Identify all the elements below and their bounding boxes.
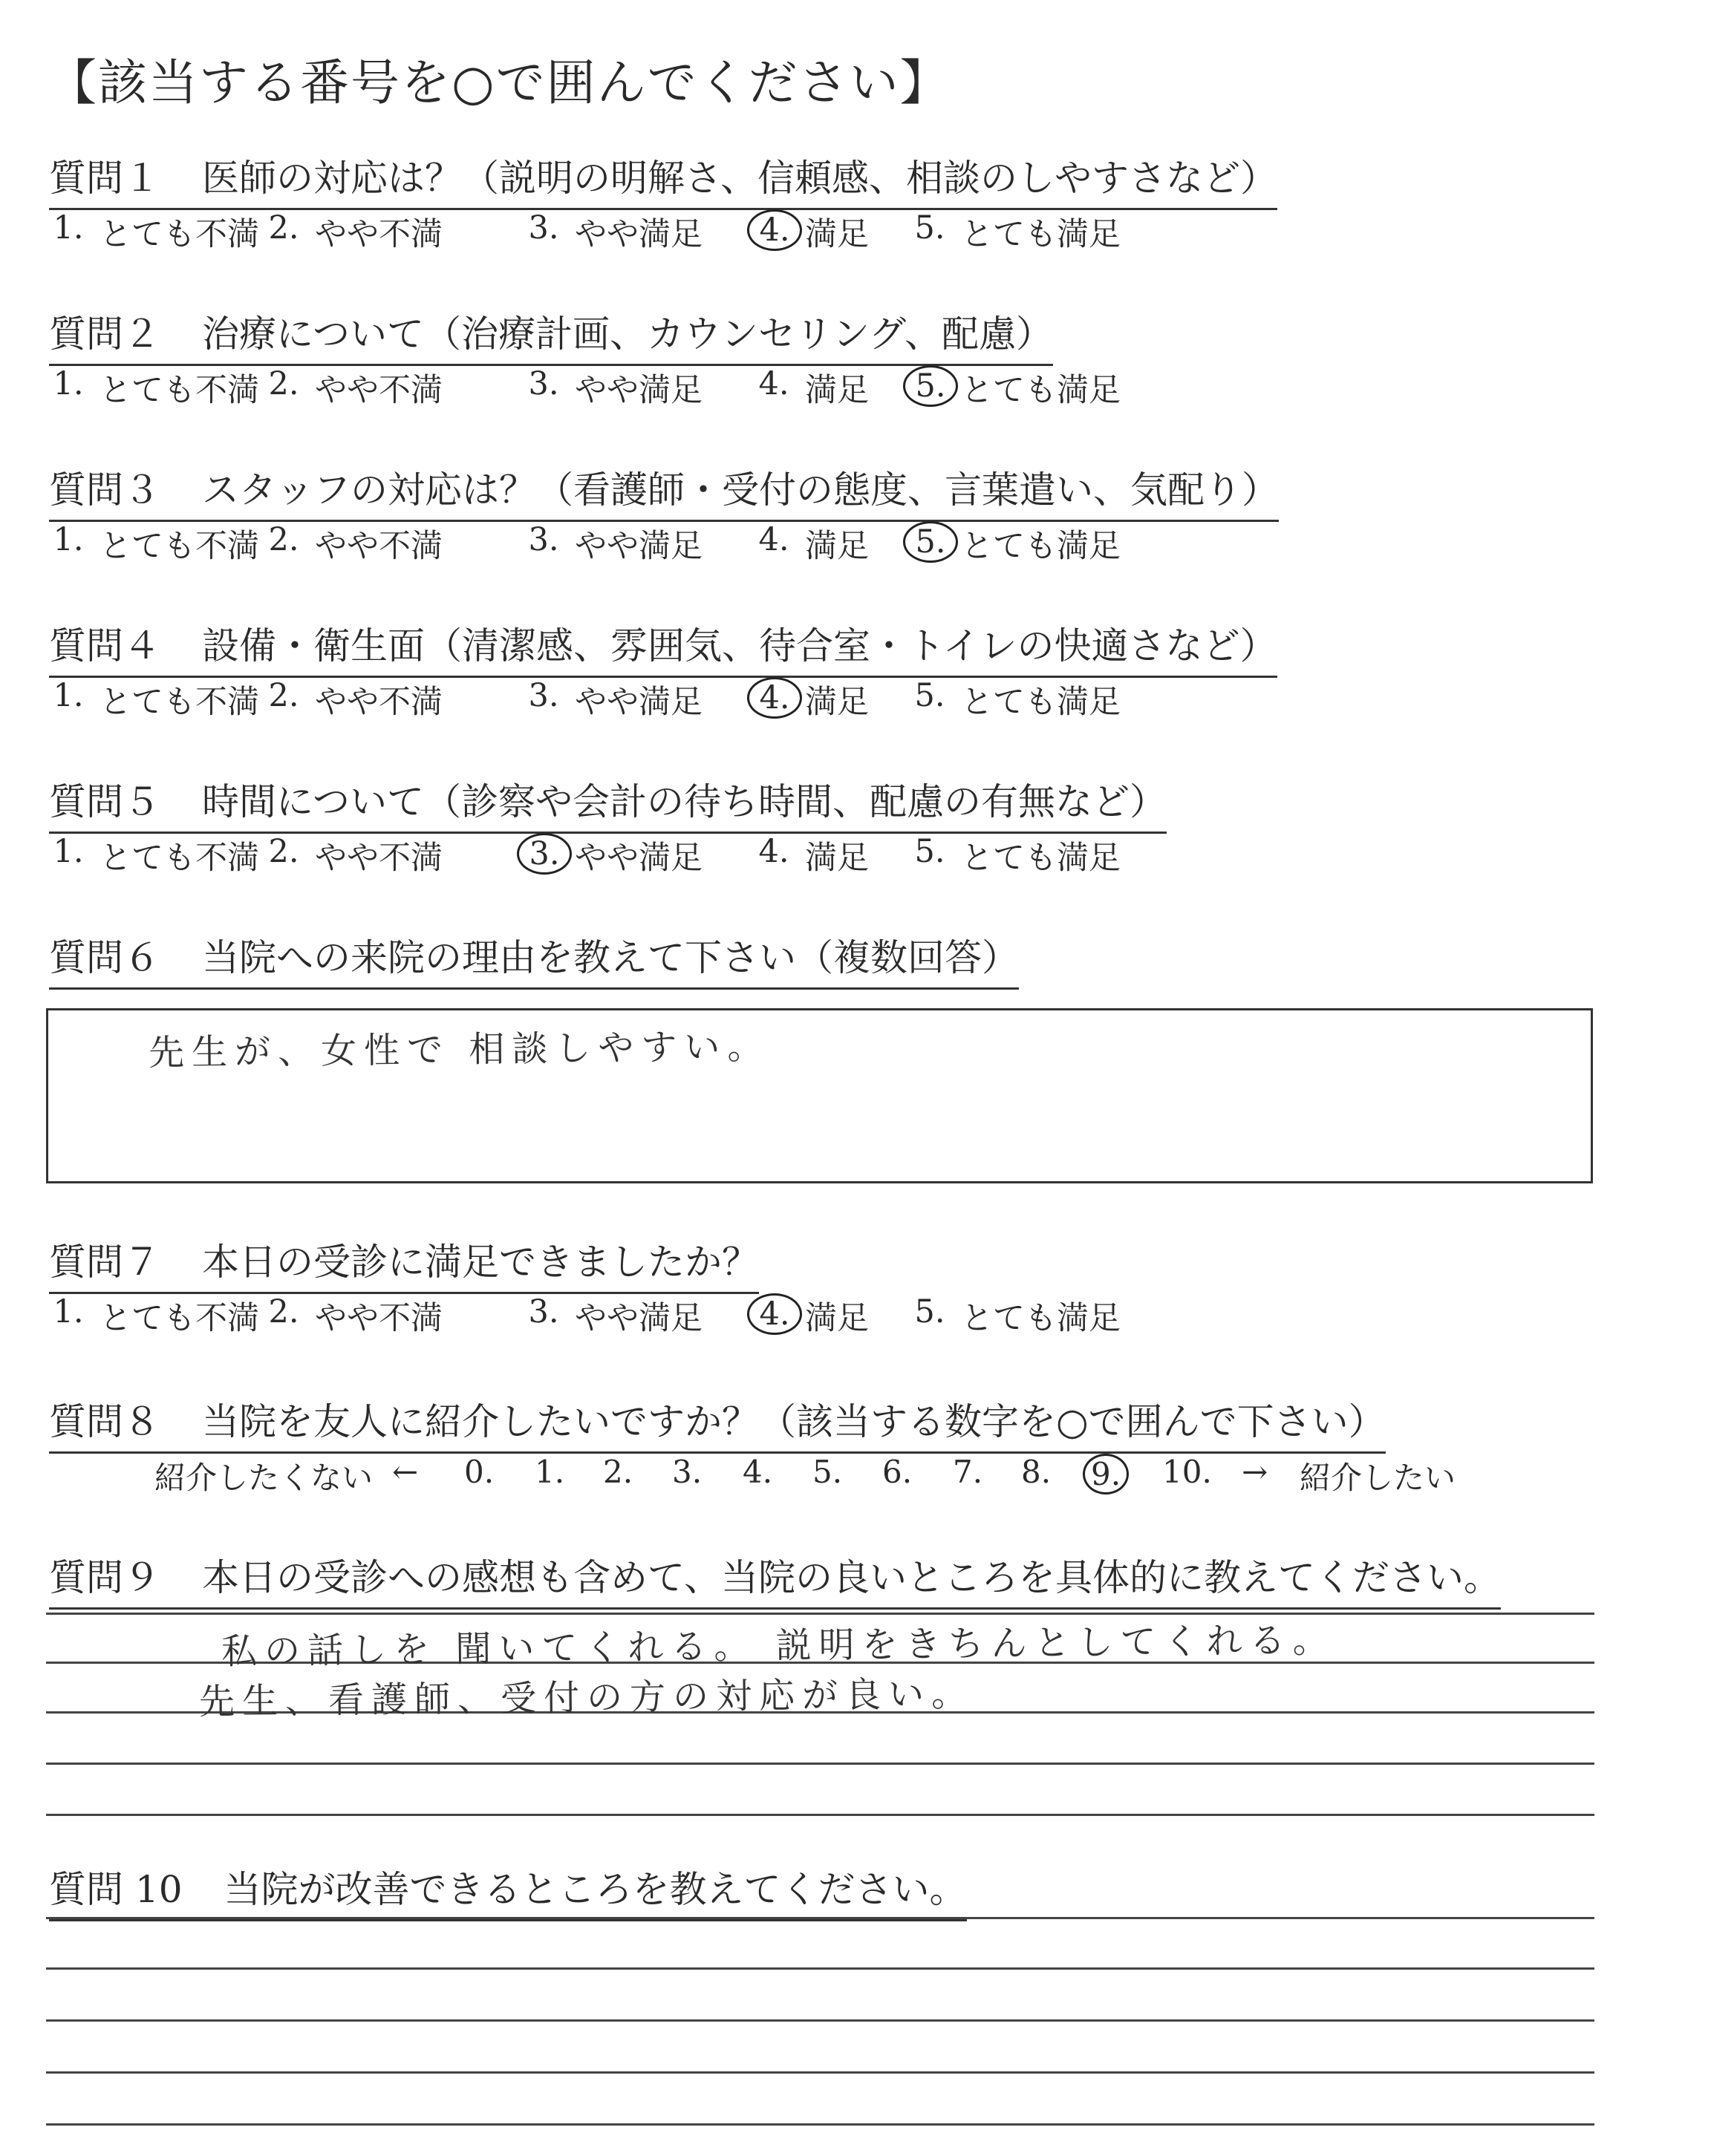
- option-5-label: とても満足: [961, 1300, 1121, 1337]
- option-4-number-circled[interactable]: 4.: [747, 209, 802, 251]
- scale-number-7[interactable]: 7.: [953, 1454, 983, 1490]
- question-4-heading: [49, 616, 1277, 678]
- scale-number-4[interactable]: 4.: [743, 1454, 773, 1490]
- option-1-number[interactable]: 1.: [53, 833, 84, 870]
- option-3-label: やや満足: [575, 216, 703, 253]
- option-5-number[interactable]: 5.: [914, 677, 945, 714]
- option-3-label: やや満足: [575, 372, 703, 409]
- option-3-number-circled[interactable]: 3.: [517, 833, 572, 875]
- option-1-number[interactable]: 1.: [53, 209, 84, 246]
- q9-handwritten-line: 私の話しを 聞いてくれる。 説明をきちんとしてくれる。: [221, 1619, 1336, 1673]
- option-1-label: とても不満: [100, 840, 259, 877]
- scale-number-8[interactable]: 8.: [1021, 1454, 1052, 1490]
- question-number: 質問３: [49, 468, 160, 512]
- option-1-label: とても不満: [100, 1300, 259, 1337]
- question-number: 質問７: [49, 1241, 160, 1284]
- option-5-number[interactable]: 5.: [914, 209, 945, 246]
- q9-answer-line[interactable]: [46, 1763, 1594, 1765]
- option-2-label: やや不満: [315, 1300, 443, 1337]
- scale-number-5[interactable]: 5.: [812, 1454, 843, 1490]
- q10-answer-line[interactable]: [46, 2071, 1594, 2074]
- option-2-number[interactable]: 2.: [268, 521, 299, 558]
- option-1-label: とても不満: [100, 372, 259, 409]
- scale-number-9-circled[interactable]: 9.: [1083, 1454, 1129, 1494]
- question-number: 質問２: [49, 313, 160, 356]
- question-text: 本日の受診に満足できましたか？: [202, 1241, 759, 1284]
- question-number: 質問４: [49, 624, 160, 667]
- option-4-number-circled[interactable]: 4.: [747, 677, 802, 719]
- question-number: 質問６: [49, 936, 160, 979]
- option-2-number[interactable]: 2.: [268, 833, 299, 870]
- scale-number-10[interactable]: 10.: [1162, 1454, 1212, 1490]
- question-number: 質問９: [49, 1556, 160, 1599]
- option-4-label: 満足: [805, 684, 869, 721]
- option-4-label: 満足: [805, 840, 869, 877]
- option-3-number[interactable]: 3.: [528, 521, 559, 558]
- option-4-number[interactable]: 4.: [758, 365, 789, 402]
- option-3-number[interactable]: 3.: [528, 209, 559, 246]
- option-4-label: 満足: [805, 372, 869, 409]
- question-5-heading: [49, 772, 1167, 834]
- option-1-number[interactable]: 1.: [53, 365, 84, 402]
- q10-answer-line[interactable]: [46, 1967, 1594, 1970]
- option-3-label: やや満足: [575, 1300, 703, 1337]
- option-1-number[interactable]: 1.: [53, 677, 84, 714]
- option-5-number-circled[interactable]: 5.: [903, 365, 958, 407]
- option-3-label: やや満足: [575, 684, 703, 721]
- q10-answer-line[interactable]: [46, 2123, 1594, 2126]
- question-1-heading: [49, 148, 1277, 210]
- option-2-label: やや不満: [315, 684, 443, 721]
- question-2-heading: [49, 304, 1053, 366]
- option-5-label: とても満足: [961, 216, 1121, 253]
- option-5-label: とても満足: [961, 528, 1121, 565]
- question-9-heading: [49, 1548, 1501, 1610]
- question-number: 質問 10: [49, 1868, 183, 1911]
- question-text: 当院を友人に紹介したいですか？（該当する数字を○で囲んで下さい）: [202, 1400, 1386, 1443]
- q10-answer-line[interactable]: [46, 1917, 1594, 1919]
- option-3-number[interactable]: 3.: [528, 1293, 559, 1330]
- question-text: 当院が改善できるところを教えてください。: [224, 1868, 967, 1911]
- option-1-label: とても不満: [100, 528, 259, 565]
- option-4-label: 満足: [805, 216, 869, 253]
- option-2-number[interactable]: 2.: [268, 209, 299, 246]
- option-2-label: やや不満: [315, 528, 443, 565]
- option-5-number[interactable]: 5.: [914, 833, 945, 870]
- q9-answer-line[interactable]: [46, 1814, 1594, 1816]
- question-text: 本日の受診への感想も含めて、当院の良いところを具体的に教えてください。: [202, 1556, 1501, 1599]
- option-5-label: とても満足: [961, 684, 1121, 721]
- option-3-label: やや満足: [575, 528, 703, 565]
- question-number: 質問５: [49, 780, 160, 823]
- scale-right-label: 紹介したい: [1300, 1460, 1456, 1496]
- scale-number-1[interactable]: 1.: [535, 1454, 565, 1490]
- option-1-label: とても不満: [100, 216, 259, 253]
- question-text: 当院への来院の理由を教えて下さい（複数回答）: [202, 936, 1019, 979]
- question-7-heading: [49, 1232, 759, 1294]
- question-3-heading: [49, 460, 1279, 522]
- option-3-number[interactable]: 3.: [528, 365, 559, 402]
- option-3-number[interactable]: 3.: [528, 677, 559, 714]
- scale-number-2[interactable]: 2.: [603, 1454, 633, 1490]
- option-4-number[interactable]: 4.: [758, 521, 789, 558]
- question-number: 質問１: [49, 157, 160, 200]
- option-5-number[interactable]: 5.: [914, 1293, 945, 1330]
- scale-number-3[interactable]: 3.: [672, 1454, 703, 1490]
- option-1-label: とても不満: [100, 684, 259, 721]
- right-arrow-icon: →: [1242, 1454, 1268, 1490]
- option-3-label: やや満足: [575, 840, 703, 877]
- option-4-label: 満足: [805, 528, 869, 565]
- question-text: 治療について（治療計画、カウンセリング、配慮）: [202, 313, 1053, 356]
- option-2-label: やや不満: [315, 372, 443, 409]
- q9-answer-line[interactable]: [46, 1613, 1594, 1615]
- question-6-heading: [49, 928, 1019, 990]
- question-8-heading: [49, 1392, 1386, 1454]
- option-2-label: やや不満: [315, 840, 443, 877]
- instruction-header: 【該当する番号を○で囲んでください】: [48, 54, 951, 111]
- question-text: 時間について（診察や会計の待ち時間、配慮の有無など）: [202, 780, 1167, 823]
- scale-number-6[interactable]: 6.: [882, 1454, 913, 1490]
- option-5-label: とても満足: [961, 372, 1121, 409]
- option-4-number-circled[interactable]: 4.: [747, 1293, 802, 1335]
- option-1-number[interactable]: 1.: [53, 1293, 84, 1330]
- question-text: 設備・衛生面（清潔感、雰囲気、待合室・トイレの快適さなど）: [202, 624, 1277, 667]
- q10-answer-line[interactable]: [46, 2019, 1594, 2022]
- option-2-number[interactable]: 2.: [268, 677, 299, 714]
- scale-number-0[interactable]: 0.: [464, 1454, 495, 1490]
- question-10-heading: [49, 1860, 967, 1921]
- q9-handwritten-line: 先生、看護師、受付の方の対応が良い。: [198, 1673, 975, 1723]
- left-arrow-icon: ←: [392, 1454, 419, 1490]
- option-4-label: 満足: [805, 1300, 869, 1337]
- option-2-label: やや不満: [315, 216, 443, 253]
- option-2-number[interactable]: 2.: [268, 1293, 299, 1330]
- question-number: 質問８: [49, 1400, 160, 1443]
- question-text: 医師の対応は？（説明の明解さ、信頼感、相談のしやすさなど）: [202, 157, 1277, 200]
- option-4-number[interactable]: 4.: [758, 833, 789, 870]
- option-5-number-circled[interactable]: 5.: [903, 521, 958, 563]
- q6-handwritten-answer: 先生が、女性で 相談しやすい。: [148, 1025, 771, 1074]
- scale-left-label: 紹介したくない: [154, 1460, 374, 1496]
- option-2-number[interactable]: 2.: [268, 365, 299, 402]
- option-1-number[interactable]: 1.: [53, 521, 84, 558]
- question-text: スタッフの対応は？（看護師・受付の態度、言葉遣い、気配り）: [202, 468, 1279, 512]
- option-5-label: とても満足: [961, 840, 1121, 877]
